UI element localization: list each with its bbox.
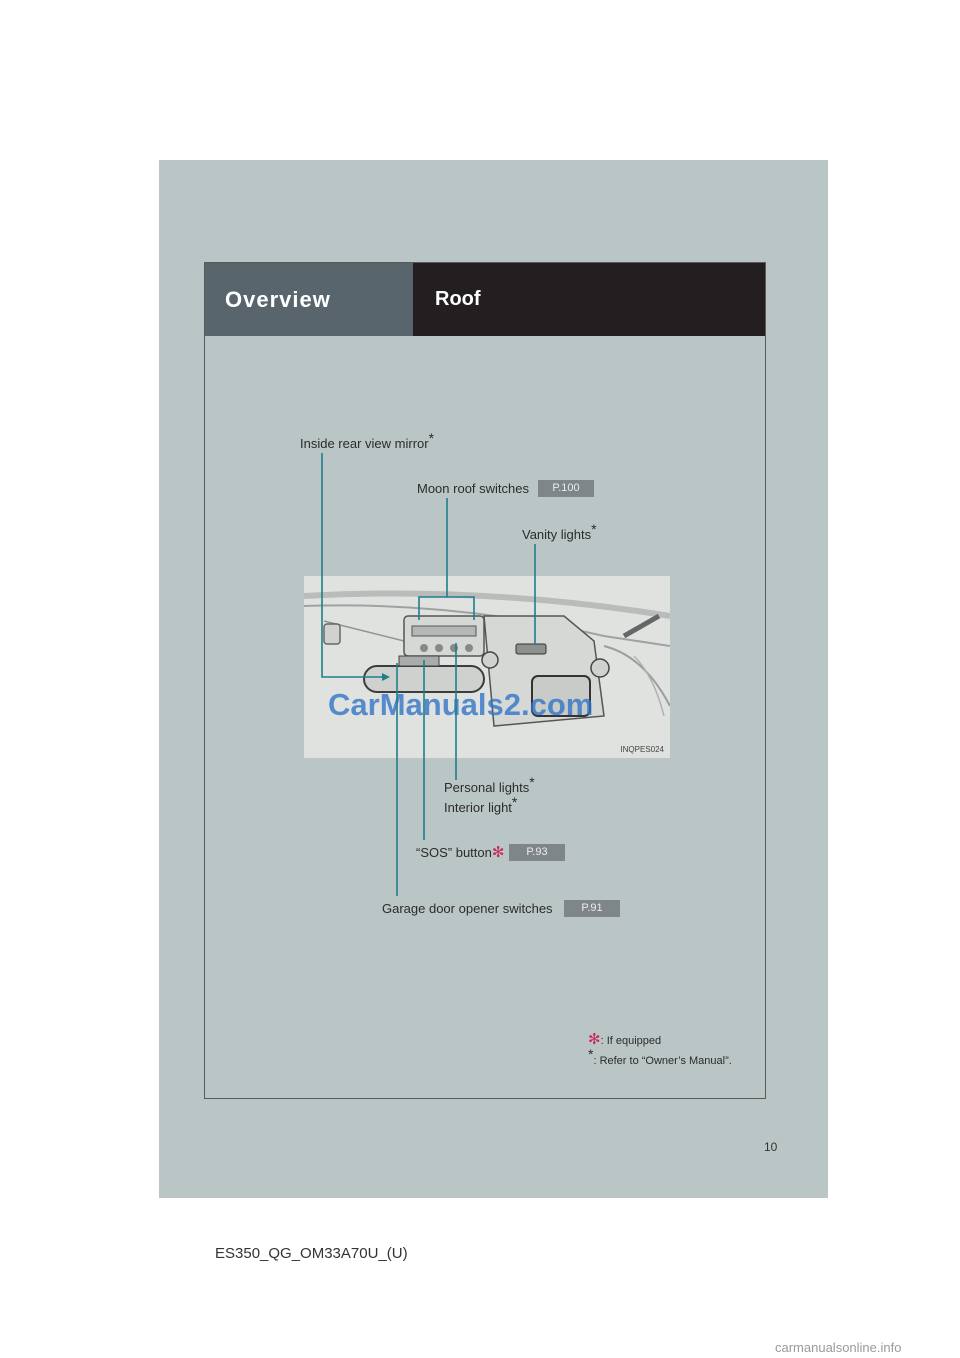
- label-personal: [444, 774, 535, 795]
- label-garage: [382, 901, 553, 916]
- refer-symbol: *: [588, 1046, 594, 1062]
- leader-inside-mirror: [322, 453, 388, 677]
- label-moon-roof: [417, 481, 529, 496]
- label-moon-roof-text: Moon roof switches: [417, 481, 529, 496]
- label-sos-text: “SOS” button: [416, 845, 492, 860]
- document-code: ES350_QG_OM33A70U_(U): [215, 1245, 408, 1262]
- page-ref-moon-roof[interactable]: P.100: [538, 480, 594, 497]
- page-title-label: Roof: [435, 288, 481, 310]
- refer-asterisk: *: [591, 521, 597, 537]
- site-watermark: carmanualsonline.info: [775, 1340, 902, 1355]
- label-inside-mirror-text: Inside rear view mirror: [300, 436, 429, 451]
- refer-manual-text: : Refer to “Owner’s Manual”.: [593, 1055, 732, 1067]
- legend-if-equipped: [588, 1030, 661, 1048]
- label-vanity-text: Vanity lights: [522, 527, 592, 542]
- if-equipped-text: : If equipped: [600, 1035, 662, 1047]
- watermark-text: CarManuals2.com: [328, 687, 594, 722]
- page-ref-garage[interactable]: P.91: [564, 900, 620, 917]
- section-label: Overview: [225, 286, 331, 312]
- label-interior: [444, 794, 518, 815]
- refer-asterisk: *: [511, 794, 518, 810]
- label-personal-text: Personal lights: [444, 780, 530, 795]
- label-interior-text: Interior light: [444, 800, 512, 815]
- if-equipped-symbol: ✻: [588, 1031, 601, 1048]
- refer-asterisk: *: [428, 430, 435, 446]
- label-inside-mirror: [300, 430, 435, 451]
- page-number: 10: [764, 1140, 778, 1154]
- refer-asterisk: *: [529, 774, 535, 790]
- label-sos: [416, 845, 504, 860]
- page-ref-sos[interactable]: P.93: [509, 844, 565, 861]
- legend-refer-manual: [588, 1046, 732, 1067]
- if-equipped-asterisk: ✻: [491, 844, 505, 861]
- label-vanity: [522, 521, 597, 542]
- label-garage-text: Garage door opener switches: [382, 901, 553, 916]
- image-code: INQPES024: [620, 745, 664, 754]
